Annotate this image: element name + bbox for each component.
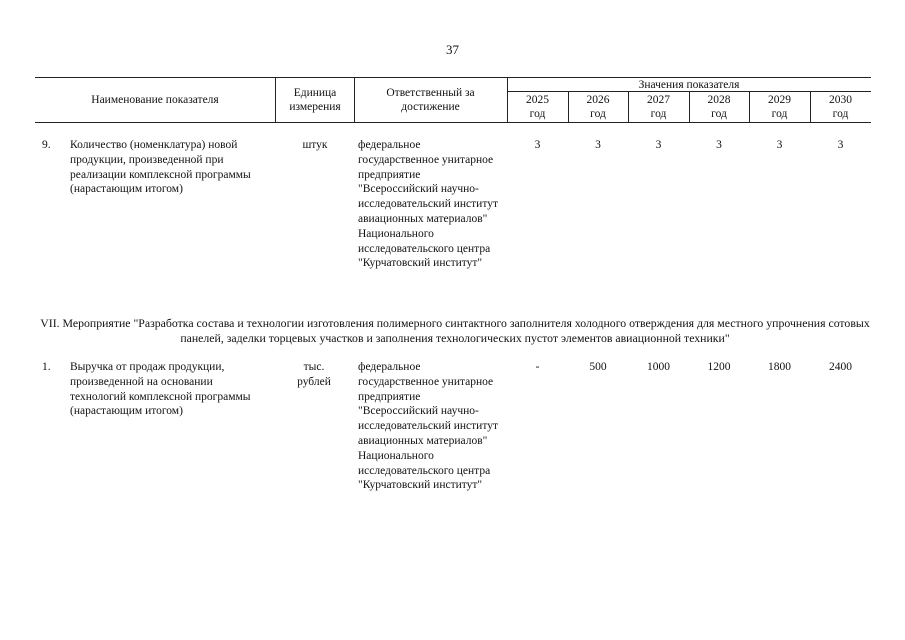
- row2-value-2025: -: [535, 361, 540, 373]
- section-title: VII. Мероприятие "Разработка состава и технологии изготовления полимерного синтактного заполнителя холодного отверждения для местного упрочнения сотовых панелей, заделки торцевых участков и заполнения технологических пустот элементов авиационной техники": [40, 316, 870, 345]
- row1-value-2026: 3: [595, 139, 601, 151]
- header-values: Значения показателя: [638, 79, 740, 91]
- header-bottom-border: [35, 122, 871, 123]
- col-divider-1: [275, 77, 276, 122]
- row2-value-2030: 2400: [829, 361, 852, 373]
- header-year-2029: 2029 год: [768, 94, 791, 120]
- row2-value-2028: 1200: [707, 361, 731, 373]
- row1-responsible: федеральное государственное унитарное предприятие "Всероссийский научно-исследовательский институт авиационных материалов" Национального исследовательского центра "Курчатовский институт": [358, 139, 498, 270]
- row2-value-2029: 1800: [768, 361, 791, 373]
- header-year-2025: 2025 год: [526, 94, 549, 120]
- header-responsible: Ответственный за достижение: [386, 87, 475, 113]
- row1-unit: штук: [302, 139, 328, 151]
- row2-responsible: федеральное государственное унитарное предприятие "Всероссийский научно-исследовательский институт авиационных материалов" Национального исследовательского центра "Курчатовский институт": [358, 361, 498, 492]
- header-year-2026: 2026 год: [586, 94, 610, 120]
- row2-name: Выручка от продаж продукции, произведенной на основании технологий комплексной программы (нарастающим итогом): [70, 361, 251, 418]
- row1-name: Количество (номенклатура) новой продукции, произведенной при реализации комплексной программы (нарастающим итогом): [70, 139, 251, 196]
- row1-value-2030: 3: [837, 139, 844, 151]
- header-year-2030: 2030 год: [829, 94, 852, 120]
- row2-value-2026: 500: [589, 361, 607, 373]
- row1-value-2029: 3: [776, 139, 783, 151]
- row1-value-2025: 3: [534, 139, 541, 151]
- row1-value-2027: 3: [655, 139, 662, 151]
- header-unit: Единица измерения: [289, 87, 341, 113]
- header-name: Наименование показателя: [91, 94, 219, 106]
- header-year-2028: 2028 год: [707, 94, 731, 120]
- row2-unit: тыс. рублей: [297, 361, 331, 388]
- col-divider-2: [354, 77, 355, 122]
- row1-value-2028: 3: [716, 139, 722, 151]
- row2-number: 1.: [42, 361, 51, 373]
- row1-number: 9.: [42, 139, 51, 151]
- header-year-2027: 2027 год: [647, 94, 670, 120]
- row2-value-2027: 1000: [647, 361, 670, 373]
- page-number: 37: [446, 42, 459, 57]
